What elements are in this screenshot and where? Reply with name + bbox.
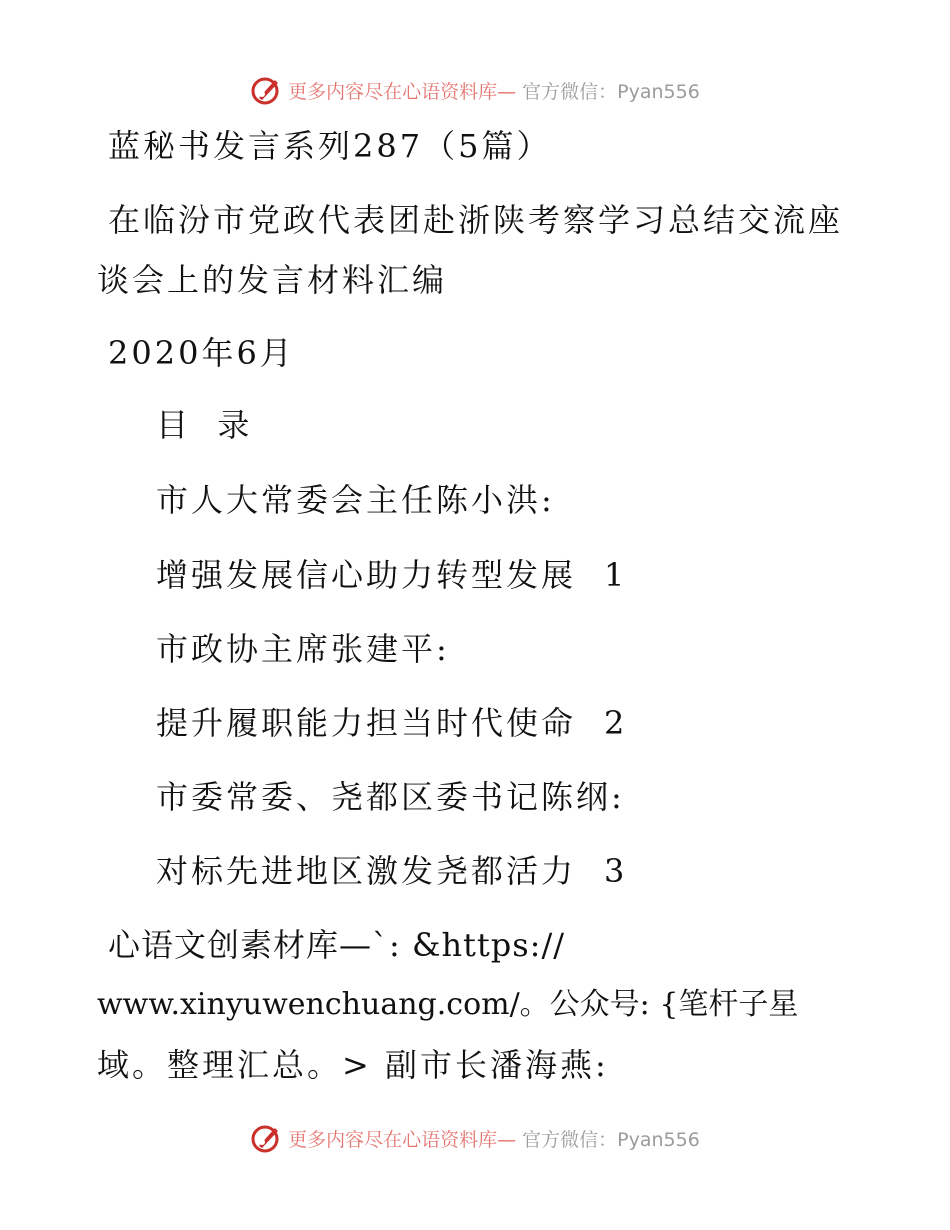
toc-title-1: 增强发展信心助力转型发展 — [156, 556, 577, 594]
brush-logo-icon — [250, 1122, 282, 1154]
footer-line-3: 域。整理汇总。> 副市长潘海燕: — [97, 1046, 609, 1084]
toc-title-2: 提升履职能力担当时代使命 — [156, 704, 577, 742]
top-watermark — [0, 70, 950, 110]
toc-heading: 目 录 — [156, 406, 253, 444]
watermark-wechat: 官方微信：Pyan556 — [522, 1128, 700, 1151]
document-date: 2020年6月 — [108, 334, 295, 372]
bottom-watermark — [0, 1118, 950, 1158]
watermark-text: 更多内容尽在心语资料库— — [288, 80, 517, 103]
toc-entry-3 — [156, 852, 627, 890]
toc-entry-2 — [156, 704, 627, 742]
toc-page-3: 3 — [604, 852, 628, 890]
watermark-wechat: 官方微信：Pyan556 — [522, 80, 700, 103]
toc-page-1: 1 — [604, 556, 628, 594]
toc-speaker-3: 市委常委、尧都区委书记陈纲: — [156, 778, 625, 816]
toc-entry-1 — [156, 556, 627, 594]
toc-page-2: 2 — [604, 704, 628, 742]
footer-line-1: 心语文创素材库—`: &https:// — [108, 926, 566, 964]
main-title-line-2: 谈会上的发言材料汇编 — [97, 261, 448, 299]
toc-speaker-1: 市人大常委会主任陈小洪: — [156, 481, 555, 519]
toc-speaker-2: 市政协主席张建平: — [156, 630, 450, 668]
brush-logo-icon — [250, 74, 282, 106]
main-title-line-1: 在临汾市党政代表团赴浙陕考察学习总结交流座 — [108, 201, 844, 239]
watermark-text: 更多内容尽在心语资料库— — [288, 1128, 517, 1151]
footer-line-2: www.xinyuwenchuang.com/。公众号: {笔杆子星 — [97, 987, 799, 1022]
series-title: 蓝秘书发言系列287（5篇） — [108, 127, 552, 165]
toc-title-3: 对标先进地区激发尧都活力 — [156, 852, 577, 890]
